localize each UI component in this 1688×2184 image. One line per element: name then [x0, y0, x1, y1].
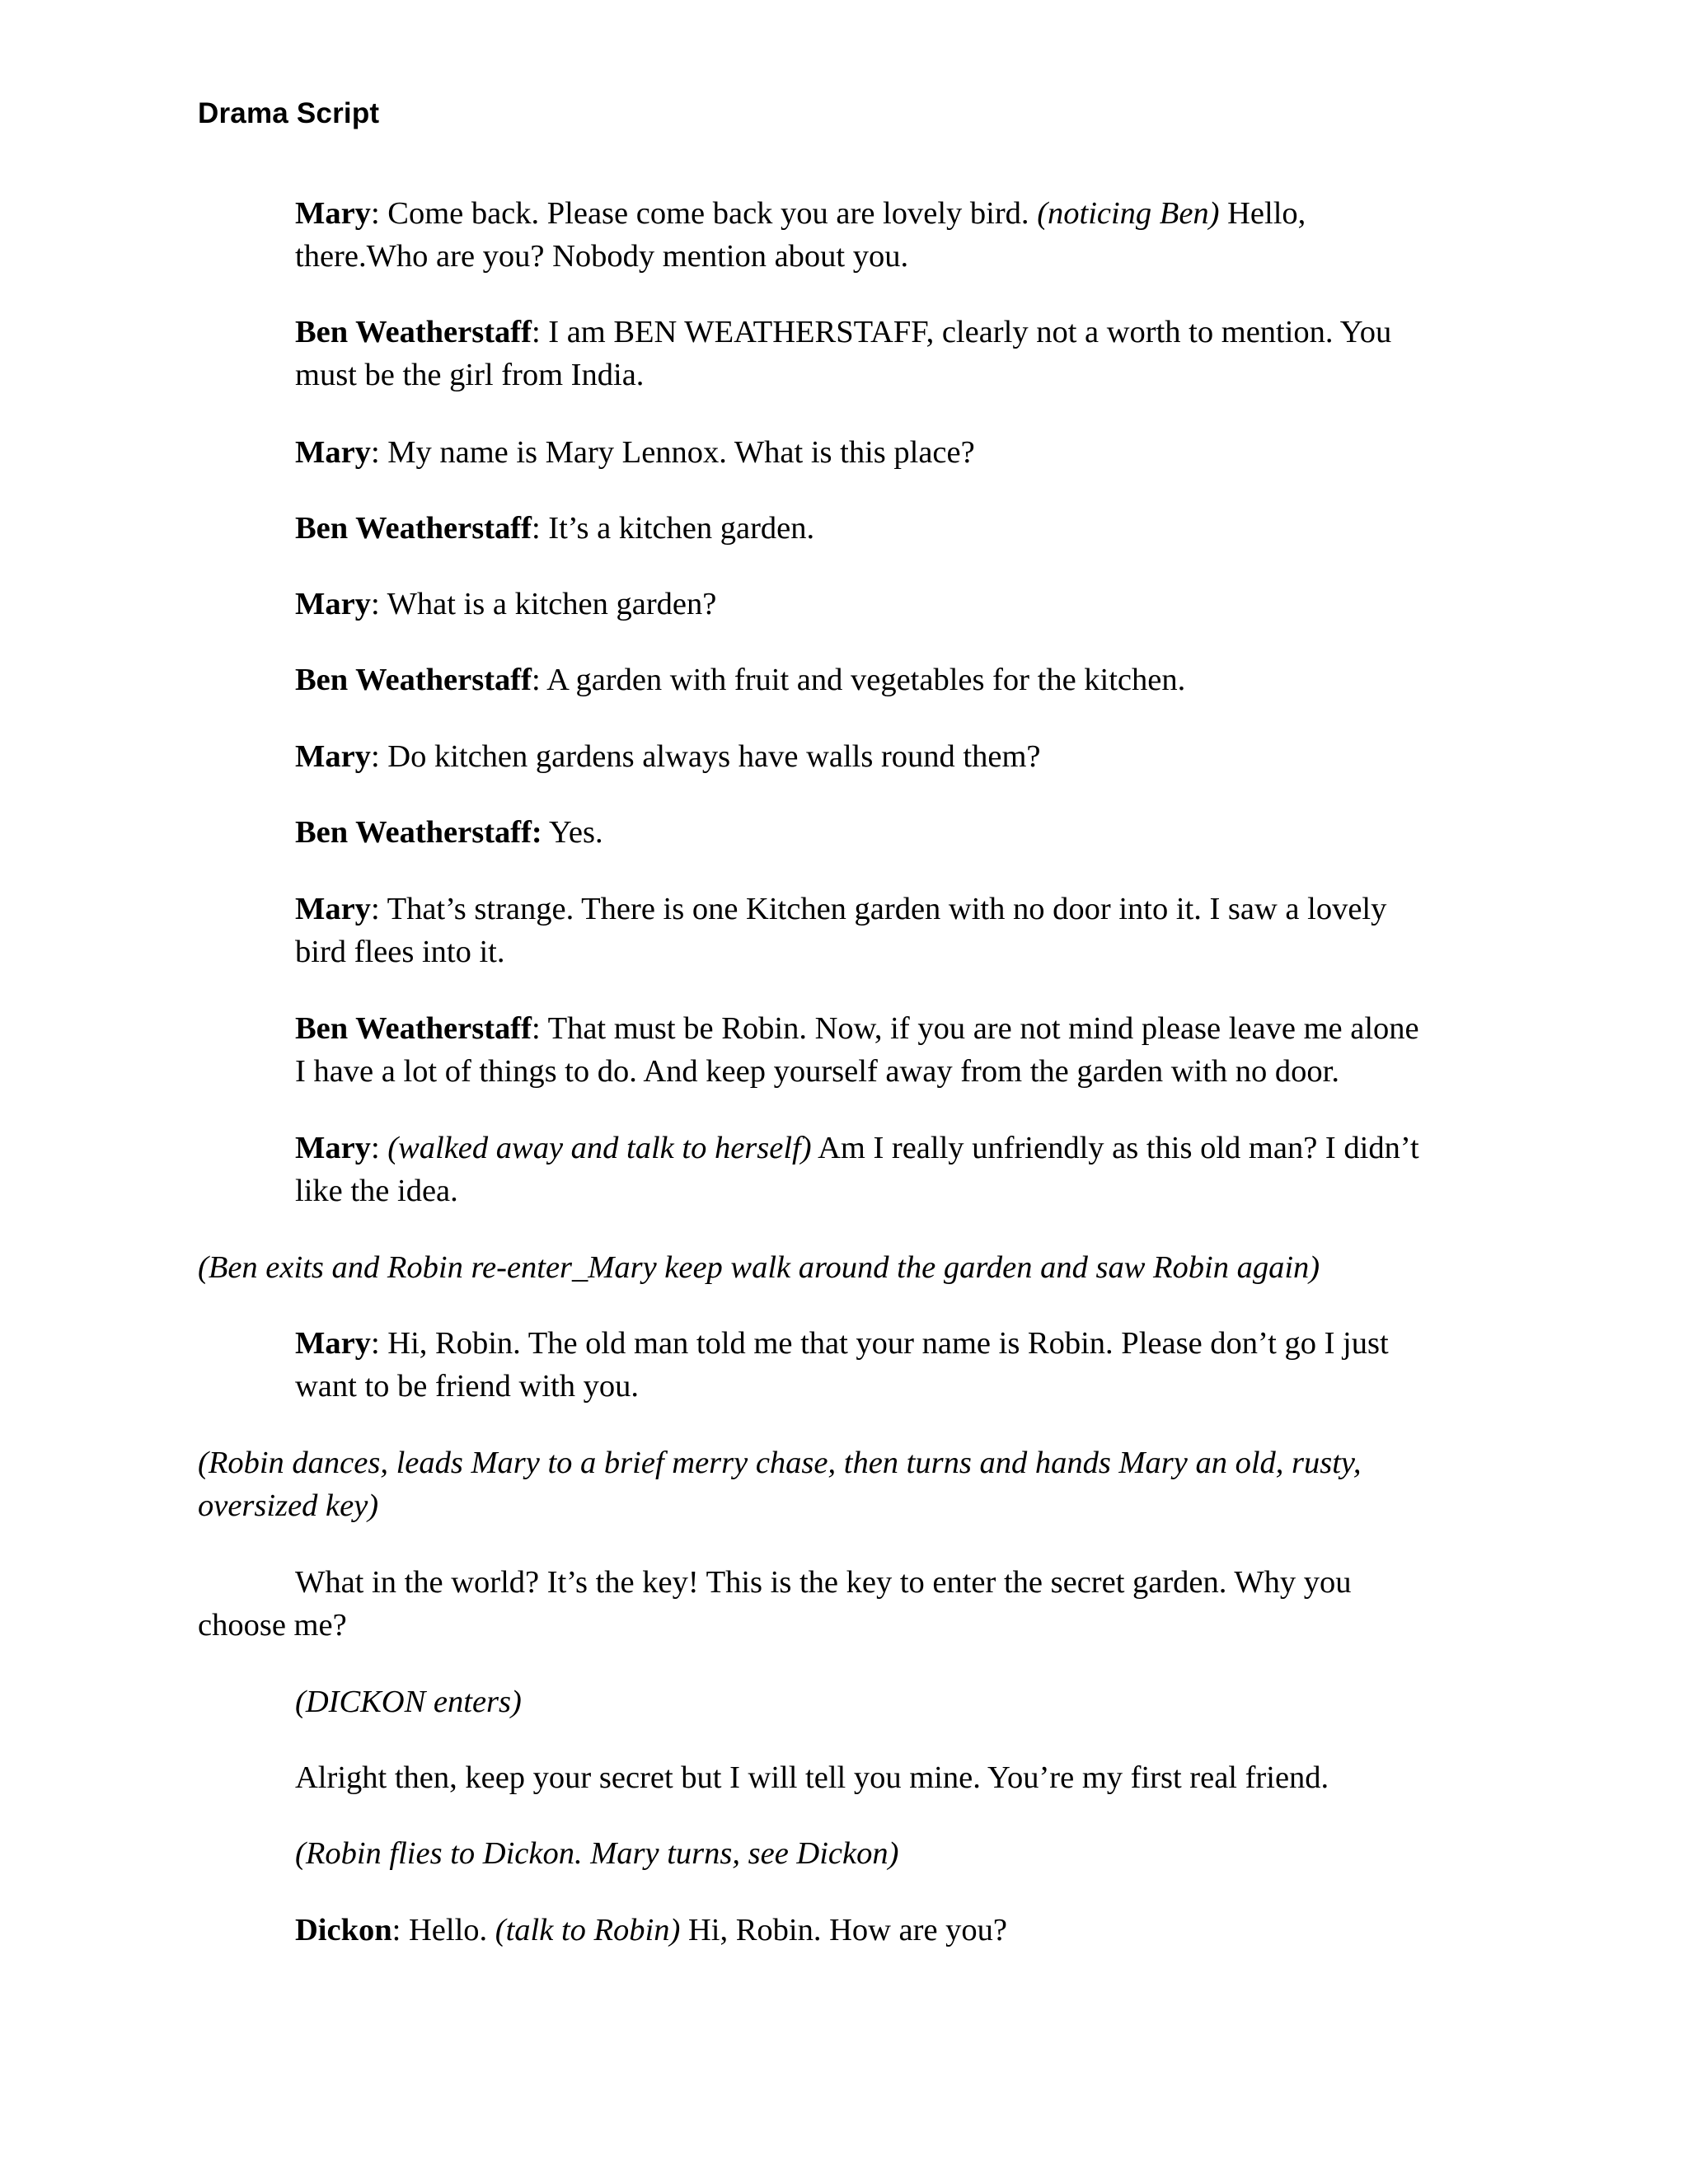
speaker-name: Mary [295, 892, 371, 926]
dialogue-text: : It’s a kitchen garden. [531, 511, 815, 546]
script-line [295, 583, 716, 626]
dialogue-text: : That must be Robin. Now, if you are not mind please leave me alone [531, 1011, 1419, 1046]
script-line [295, 658, 1185, 701]
script-line [295, 431, 975, 474]
dialogue-text: I have a lot of things to do. And keep yourself away from the garden with no door. [295, 1054, 1340, 1089]
script-line [295, 1909, 1007, 1952]
dialogue-text: : My name is Mary Lennox. What is this place? [370, 435, 975, 470]
script-line [295, 507, 814, 550]
dialogue-text: What in the world? It’s the key! This is the key to enter the secret garden. Why you [295, 1565, 1352, 1600]
dialogue-text: there.Who are you? Nobody mention about you. [295, 239, 909, 274]
dialogue-text: : Do kitchen gardens always have walls round them? [370, 739, 1041, 774]
dialogue-text: bird flees into it. [295, 935, 505, 969]
stage-direction: (walked away and talk to herself) [387, 1131, 812, 1165]
dialogue-text: : [370, 1131, 388, 1165]
dialogue-text: Am I really unfriendly as this old man? I didn’t [811, 1131, 1419, 1165]
speaker-name: Ben Weatherstaff [295, 315, 532, 349]
script-line [295, 930, 504, 973]
dialogue-text: must be the girl from India. [295, 358, 645, 392]
speaker-name: Mary [295, 587, 371, 621]
dialogue-text: like the idea. [295, 1174, 458, 1208]
stage-direction: (noticing Ben) [1037, 196, 1220, 231]
speaker-name: Mary [295, 1131, 371, 1165]
script-line [295, 1127, 1419, 1169]
dialogue-text: choose me? [198, 1608, 347, 1643]
script-line [295, 311, 1391, 354]
speaker-name: Ben Weatherstaff [295, 663, 532, 697]
dialogue-text: Hello, [1219, 196, 1306, 231]
dialogue-text: Hi, Robin. How are you? [680, 1913, 1008, 1947]
script-line [295, 888, 1386, 930]
dialogue-text: : Hi, Robin. The old man told me that your name is Robin. Please don’t go I just [370, 1326, 1389, 1361]
script-line [295, 811, 603, 854]
script-line [295, 235, 908, 278]
speaker-name: Mary [295, 739, 371, 774]
dialogue-text: : I am BEN WEATHERSTAFF, clearly not a worth to mention. You [531, 315, 1392, 349]
script-line [295, 354, 644, 396]
dialogue-text: : A garden with fruit and vegetables for the kitchen. [531, 663, 1186, 697]
stage-direction: (talk to Robin) [495, 1913, 681, 1947]
page-header: Drama Script [198, 97, 380, 129]
dialogue-text: want to be friend with you. [295, 1369, 639, 1404]
speaker-name: Mary [295, 435, 371, 470]
stage-direction: (DICKON enters) [295, 1685, 522, 1719]
dialogue-text: : What is a kitchen garden? [370, 587, 717, 621]
dialogue-text: : That’s strange. There is one Kitchen garden with no door into it. I saw a lovely [370, 892, 1387, 926]
speaker-name: Ben Weatherstaff [295, 1011, 532, 1046]
script-line [295, 1322, 1389, 1365]
script-line [295, 1169, 458, 1212]
speaker-name: Ben Weatherstaff [295, 511, 532, 546]
stage-direction: (Robin flies to Dickon. Mary turns, see Dickon) [295, 1836, 899, 1871]
speaker-name: Ben Weatherstaff: [295, 815, 542, 850]
script-line [295, 1050, 1339, 1093]
script-line [295, 1007, 1419, 1050]
script-line [295, 1365, 639, 1408]
dialogue-text: : Hello. [392, 1913, 495, 1947]
speaker-name: Mary [295, 1326, 371, 1361]
stage-direction: (Robin dances, leads Mary to a brief merry chase, then turns and hands Mary an old, rusty, [198, 1446, 1362, 1480]
speaker-name: Dickon [295, 1913, 392, 1947]
dialogue-text: Alright then, keep your secret but I will tell you mine. You’re my first real friend. [295, 1760, 1329, 1795]
script-line [295, 192, 1306, 235]
dialogue-text: : Come back. Please come back you are lovely bird. [370, 196, 1038, 231]
script-line [295, 735, 1040, 778]
dialogue-text: Yes. [542, 815, 603, 850]
speaker-name: Mary [295, 196, 371, 231]
stage-direction: (Ben exits and Robin re-enter_Mary keep walk around the garden and saw Robin again) [198, 1250, 1320, 1285]
stage-direction: oversized key) [198, 1488, 379, 1523]
